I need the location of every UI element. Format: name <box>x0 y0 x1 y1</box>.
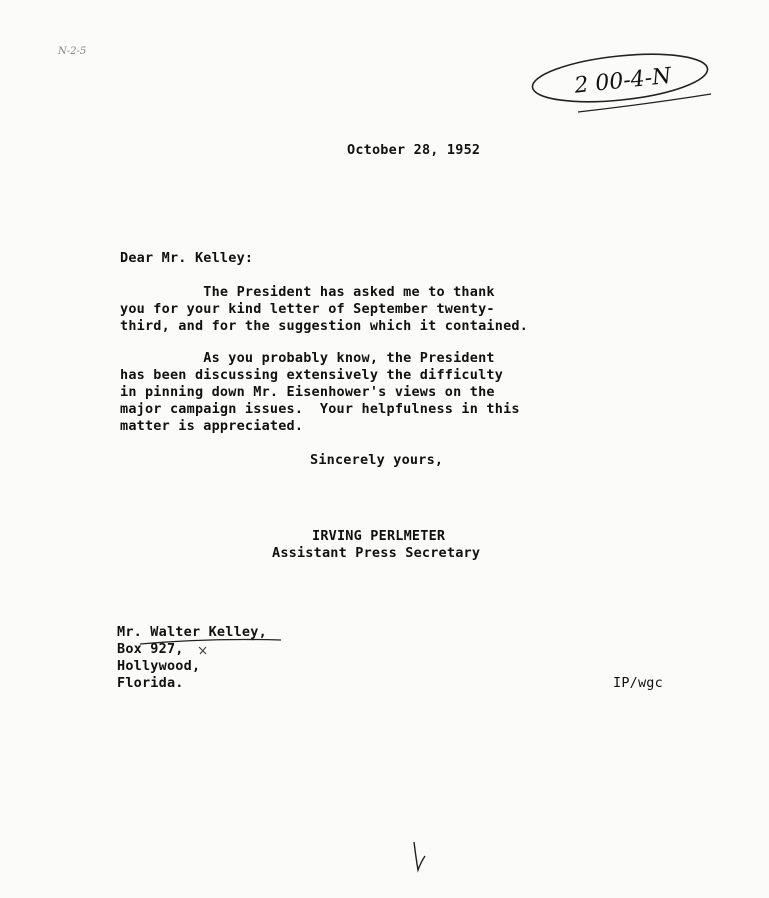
file-number-stamp <box>528 48 713 114</box>
recipient-state: Florida. <box>117 675 184 691</box>
recipient-city: Hollywood, <box>117 658 201 674</box>
signer-name: IRVING PERLMETER <box>312 528 446 544</box>
arrow-down-mark <box>405 838 429 874</box>
signer-title: Assistant Press Secretary <box>272 545 481 561</box>
paragraph-1-line-2: you for your kind letter of September twenty- <box>120 301 495 317</box>
recipient-box: Box 927, <box>117 641 184 657</box>
paragraph-2-line-4: major campaign issues. Your helpfulness in this <box>120 401 520 417</box>
recipient-name: Mr. Walter Kelley, <box>117 624 267 640</box>
corner-pencil-note: N-2-5 <box>58 46 87 57</box>
salutation: Dear Mr. Kelley: <box>120 250 254 266</box>
letter-date: October 28, 1952 <box>347 142 481 158</box>
paragraph-2-line-5: matter is appreciated. <box>120 418 304 434</box>
check-mark <box>196 644 210 656</box>
file-number-text: 2 00-4-N <box>573 63 673 99</box>
closing: Sincerely yours, <box>310 452 444 468</box>
paragraph-2-line-3: in pinning down Mr. Eisenhower's views on the <box>120 384 495 400</box>
paragraph-2-line-2: has been discussing extensively the difficulty <box>120 367 504 383</box>
paragraph-1-line-1: The President has asked me to thank <box>120 284 495 300</box>
paragraph-2-line-1: As you probably know, the President <box>120 350 495 366</box>
typist-initials: IP/wgc <box>613 675 663 691</box>
paragraph-1-line-3: third, and for the suggestion which it contained. <box>120 318 529 334</box>
